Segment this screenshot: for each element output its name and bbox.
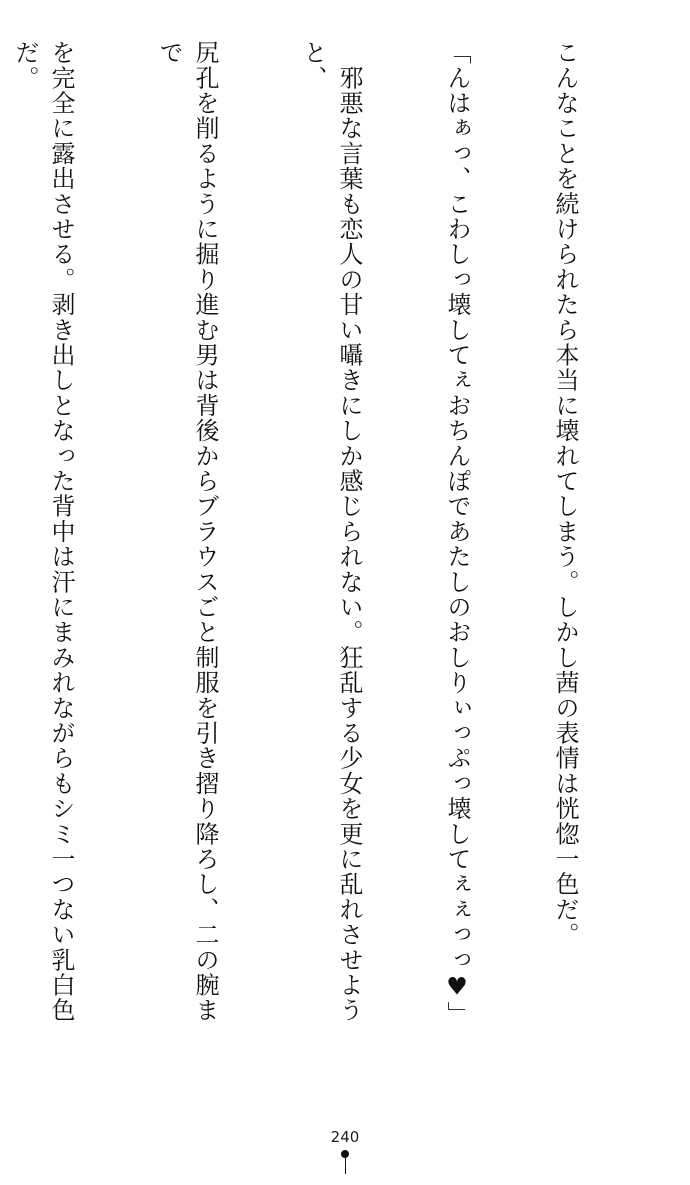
folio-stem-line bbox=[345, 1158, 346, 1174]
text-line: 尻孔を削るように掘り進む男は背後からブラウスごと制服を引き摺り降ろし、二の腕まで bbox=[155, 40, 219, 1023]
vertical-text-block bbox=[11, 40, 655, 1027]
text-line: 邪悪な言葉も恋人の甘い囁きにしか感じられない。狂乱する少女を更に乱れさせようと、 bbox=[299, 40, 363, 1023]
text-line: を完全に露出させる。剥き出しとなった背中は汗にまみれながらもシミ一つない乳白色だ。 bbox=[11, 40, 75, 1023]
folio-dot-icon bbox=[341, 1150, 349, 1158]
text-line: 「んはぁっ、こわしっ壊してぇおちんぽであたしのおしりぃっぷっ壊してぇぇっっ♥」 bbox=[443, 40, 471, 1027]
page-number: 240 bbox=[330, 1128, 360, 1146]
text-line: こんなことを続けられたら本当に壊れてしまう。しかし茜の表情は恍惚一色だ。 bbox=[551, 40, 579, 948]
